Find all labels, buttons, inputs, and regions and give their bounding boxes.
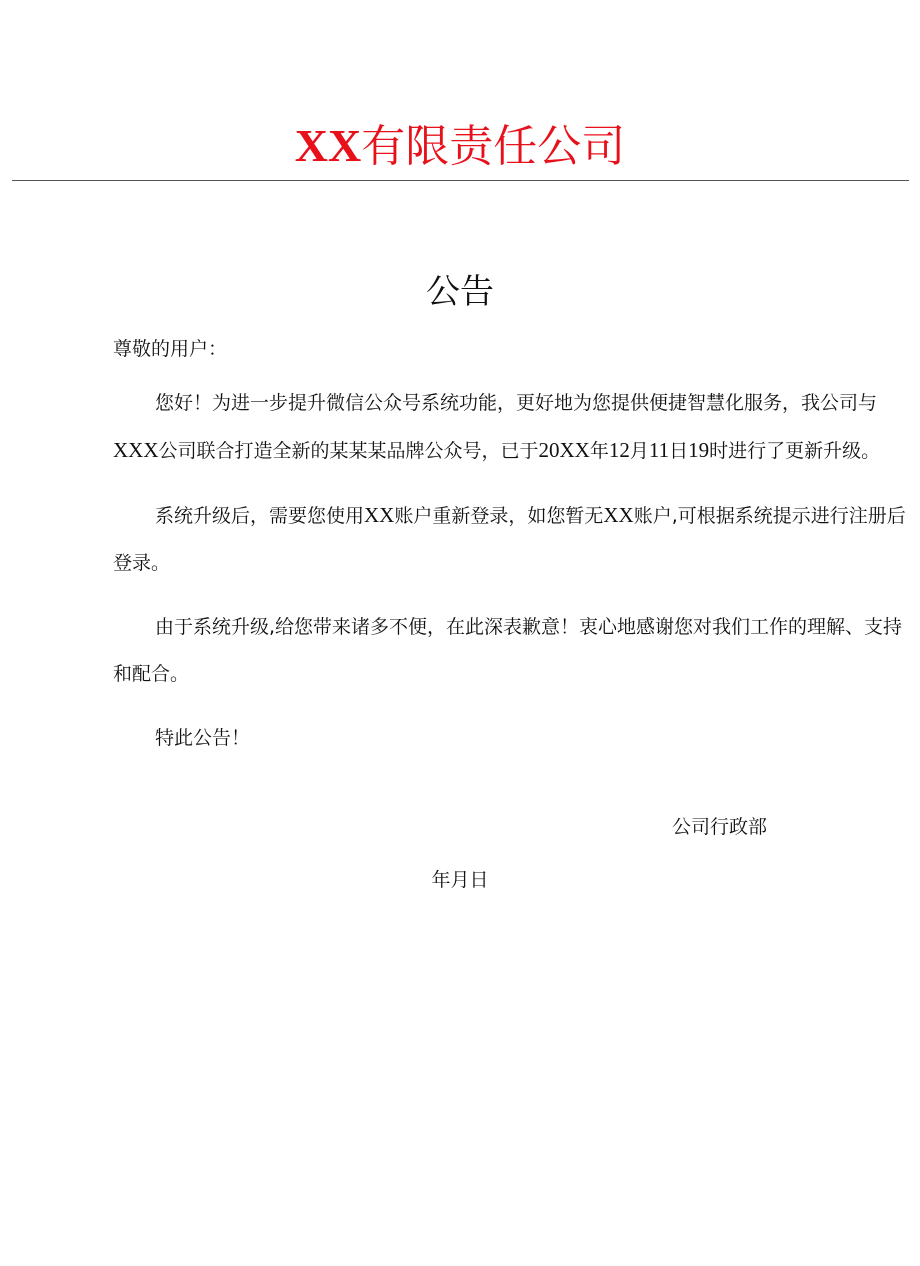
update-month: 12 <box>608 438 630 462</box>
month-unit: 月 <box>629 440 649 462</box>
paragraph-1-text-c: 公司联合打造全新的某某某品牌公众号，已于 <box>158 440 539 462</box>
notice-title: 公告 <box>426 272 494 312</box>
update-day: 11 <box>648 438 670 462</box>
paragraph-2-text-e: 账户,可根据系统提示进行注册后登录。 <box>113 505 906 574</box>
paragraph-1-text-a: 您好！为进一步提升微信公众号系统功能，更好地为您提供便捷智慧化服务，我公司与 <box>155 392 878 414</box>
partner-company-code: XXX <box>113 438 159 462</box>
notice-body <box>113 334 910 762</box>
salutation: 尊敬的用户： <box>113 338 228 360</box>
paragraph-4: 特此公告！ <box>155 727 251 749</box>
paragraph-2-text-a: 系统升级后，需要您使用 <box>155 505 365 527</box>
day-unit: 日 <box>669 440 689 462</box>
account-code-1: XX <box>364 503 395 527</box>
update-year: 20XX <box>538 438 590 462</box>
account-code-2: XX <box>603 503 634 527</box>
notice-date: 年月日 <box>431 869 489 891</box>
company-title-latin: XX <box>294 120 362 171</box>
company-title <box>0 118 920 175</box>
company-title-cjk: 有限责任公司 <box>361 121 626 172</box>
paragraph-2 <box>113 492 910 587</box>
paragraph-1-text-k: 时进行了更新升级。 <box>709 440 881 462</box>
year-unit: 年 <box>589 440 609 462</box>
paragraph-3: 由于系统升级,给您带来诸多不便，在此深表歉意！衷心地感谢您对我们工作的理解、支持和配合。 <box>113 616 903 685</box>
paragraph-1 <box>113 380 910 475</box>
header-divider <box>12 180 909 181</box>
paragraph-2-text-c: 账户重新登录，如您暂无 <box>394 505 604 527</box>
signature-department: 公司行政部 <box>672 816 768 838</box>
update-hour: 19 <box>688 438 710 462</box>
